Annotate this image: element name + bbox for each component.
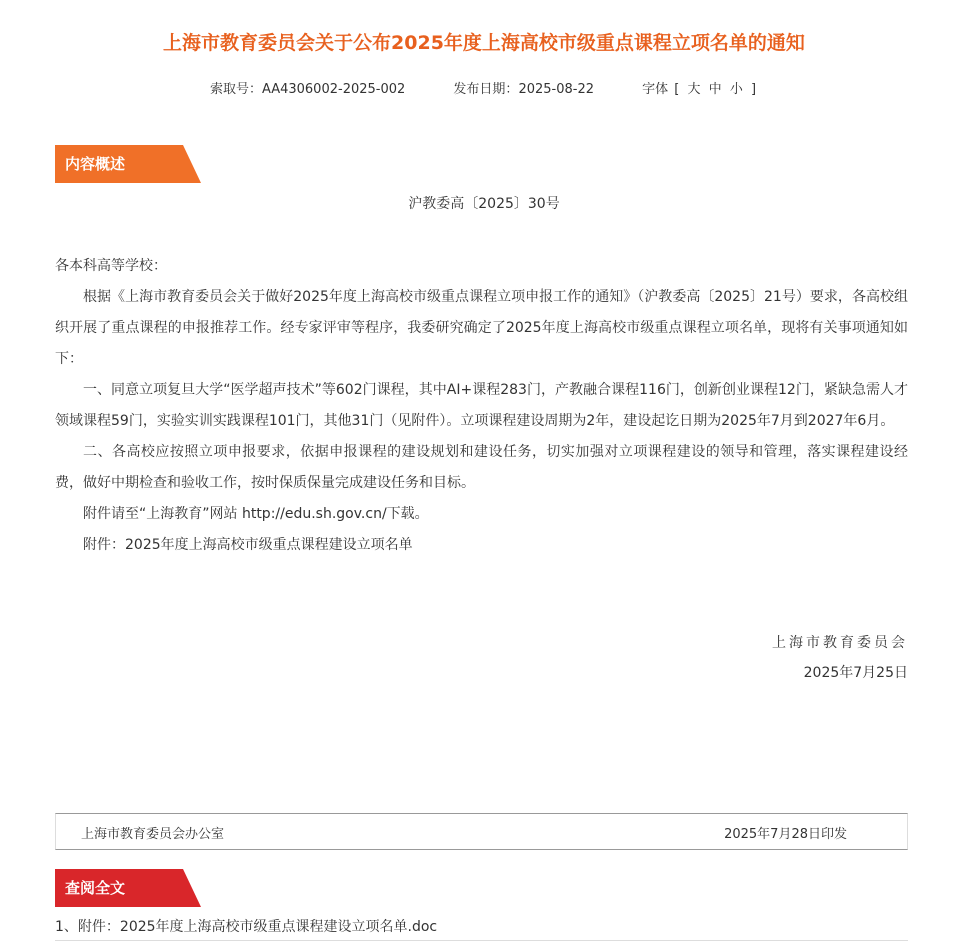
publish-date xyxy=(453,82,594,97)
divider xyxy=(55,940,908,941)
summary-section-tab xyxy=(55,145,125,183)
bracket-close: ] xyxy=(750,82,757,97)
font-size-control xyxy=(642,82,758,97)
signature-block xyxy=(772,628,908,688)
issuance-footer xyxy=(55,813,908,850)
print-date: 2025年7月28日印发 xyxy=(724,827,847,842)
index-number xyxy=(210,82,405,97)
font-size-small-button[interactable]: 小 xyxy=(729,82,743,97)
document-number: 沪教委高〔2025〕30号 xyxy=(408,196,560,212)
index-value: AA4306002-2025-002 xyxy=(261,82,406,97)
publish-date-label: 发布日期： xyxy=(453,82,519,97)
salutation: 各本科高等学校： xyxy=(55,258,167,274)
summary-tab-label: 内容概述 xyxy=(65,155,126,173)
fulltext-tab-label: 查阅全文 xyxy=(65,879,126,897)
page-title: 上海市教育委员会关于公布2025年度上海高校市级重点课程立项名单的通知 xyxy=(163,32,805,54)
publish-date-value: 2025-08-22 xyxy=(518,82,594,97)
font-size-label: 字体 xyxy=(642,82,669,97)
bracket-open: [ xyxy=(674,82,680,97)
font-size-medium-button[interactable]: 中 xyxy=(708,82,722,97)
attachment-note: 附件：2025年度上海高校市级重点课程建设立项名单 xyxy=(83,537,413,553)
font-size-large-button[interactable]: 大 xyxy=(687,82,701,97)
issuing-office: 上海市教育委员会办公室 xyxy=(81,827,225,842)
meta-bar xyxy=(0,78,968,97)
signer-date: 2025年7月25日 xyxy=(803,665,908,681)
document-body xyxy=(55,251,908,561)
paragraph-item-2: 二、各高校应按照立项申报要求，依据申报课程的建设规划和建设任务，切实加强对立项课程建设的领导和管理，落实课程建设经费，做好中期检查和验收工作，按时保质保量完成建设任务和目标。 xyxy=(55,444,908,491)
paragraph-intro: 根据《上海市教育委员会关于做好2025年度上海高校市级重点课程立项申报工作的通知》（沪教委高〔2025〕21号）要求，各高校组织开展了重点课程的申报推荐工作。经专家评审等程序，我委研究确定了2025年度上海高校市级重点课程立项名单，现将有关事项通知如下： xyxy=(55,289,908,367)
signer-organization: 上海市教育委员会 xyxy=(772,635,908,651)
fulltext-section-tab xyxy=(55,869,125,907)
paragraph-item-1: 一、同意立项复旦大学“医学超声技术”等602门课程，其中AI+课程283门，产教融合课程116门，创新创业课程12门，紧缺急需人才领域课程59门，实验实训实践课程101门，其他31门（见附件）。立项课程建设周期为2年，建设起讫日期为2025年7月到2027年6月。 xyxy=(55,382,908,429)
index-label: 索取号： xyxy=(209,82,262,97)
attachment-link[interactable]: 1、附件：2025年度上海高校市级重点课程建设立项名单.doc xyxy=(55,919,438,935)
download-note: 附件请至“上海教育”网站 http://edu.sh.gov.cn/下载。 xyxy=(83,506,429,522)
